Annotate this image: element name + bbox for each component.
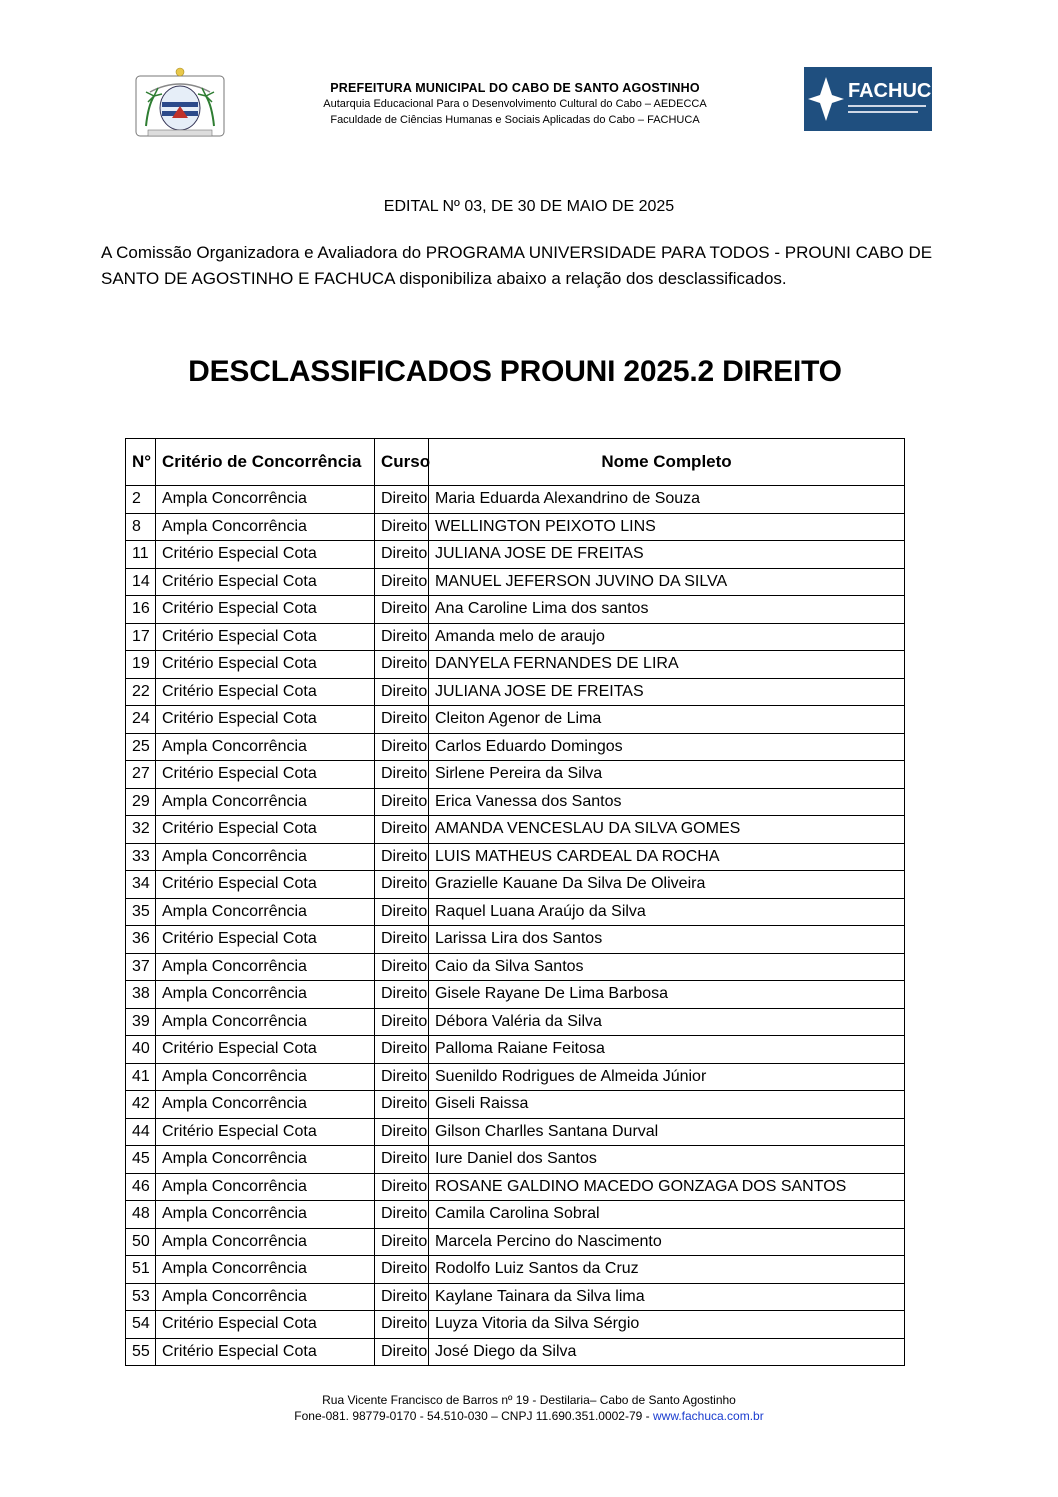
table-row <box>126 541 905 569</box>
cell-full-name: Larissa Lira dos Santos <box>429 926 905 954</box>
disqualified-table <box>125 438 905 1366</box>
cell-course: Direito <box>375 1118 429 1146</box>
cell-number: 44 <box>126 1118 156 1146</box>
table-row <box>126 1063 905 1091</box>
cell-full-name: AMANDA VENCESLAU DA SILVA GOMES <box>429 816 905 844</box>
cell-criterion: Critério Especial Cota <box>156 706 375 734</box>
cell-course: Direito <box>375 706 429 734</box>
table-body <box>126 486 905 1366</box>
cell-criterion: Critério Especial Cota <box>156 761 375 789</box>
cell-course: Direito <box>375 733 429 761</box>
cell-course: Direito <box>375 1173 429 1201</box>
cell-number: 14 <box>126 568 156 596</box>
cell-full-name: Caio da Silva Santos <box>429 953 905 981</box>
cell-number: 38 <box>126 981 156 1009</box>
cell-criterion: Critério Especial Cota <box>156 871 375 899</box>
cell-full-name: Ana Caroline Lima dos santos <box>429 596 905 624</box>
cell-full-name: Grazielle Kauane Da Silva De Oliveira <box>429 871 905 899</box>
cell-course: Direito <box>375 1228 429 1256</box>
cell-criterion: Critério Especial Cota <box>156 1036 375 1064</box>
cell-course: Direito <box>375 1311 429 1339</box>
cell-course: Direito <box>375 788 429 816</box>
page-title: DESCLASSIFICADOS PROUNI 2025.2 DIREITO <box>188 355 842 388</box>
intro-paragraph: A Comissão Organizadora e Avaliadora do PROGRAMA UNIVERSIDADE PARA TODOS - PROUNI CABO DE SANTO DE AGOSTINHO E FACHUCA disponibiliza abaixo a relação dos desclassificados. <box>101 243 933 288</box>
cell-criterion: Ampla Concorrência <box>156 1173 375 1201</box>
cell-criterion: Ampla Concorrência <box>156 1063 375 1091</box>
table-row <box>126 1338 905 1366</box>
fachuca-logo <box>804 67 946 131</box>
cell-number: 48 <box>126 1201 156 1229</box>
cell-number: 50 <box>126 1228 156 1256</box>
cell-course: Direito <box>375 816 429 844</box>
cell-number: 11 <box>126 541 156 569</box>
table-row <box>126 733 905 761</box>
cell-number: 24 <box>126 706 156 734</box>
cell-full-name: Amanda melo de araujo <box>429 623 905 651</box>
cell-course: Direito <box>375 541 429 569</box>
table-row <box>126 761 905 789</box>
table-row <box>126 871 905 899</box>
cell-course: Direito <box>375 953 429 981</box>
cell-number: 45 <box>126 1146 156 1174</box>
cell-full-name: Gilson Charlles Santana Durval <box>429 1118 905 1146</box>
cell-criterion: Ampla Concorrência <box>156 788 375 816</box>
cell-full-name: JULIANA JOSE DE FREITAS <box>429 541 905 569</box>
cell-criterion: Ampla Concorrência <box>156 733 375 761</box>
cell-criterion: Ampla Concorrência <box>156 898 375 926</box>
cell-criterion: Ampla Concorrência <box>156 1283 375 1311</box>
cell-course: Direito <box>375 926 429 954</box>
table-row <box>126 513 905 541</box>
cell-number: 22 <box>126 678 156 706</box>
column-header-criterion: Critério de Concorrência <box>156 439 375 486</box>
cell-full-name: Erica Vanessa dos Santos <box>429 788 905 816</box>
cell-full-name: Raquel Luana Araújo da Silva <box>429 898 905 926</box>
cell-number: 54 <box>126 1311 156 1339</box>
cell-course: Direito <box>375 871 429 899</box>
cell-number: 39 <box>126 1008 156 1036</box>
footer-contact-line <box>0 1408 1058 1424</box>
cell-number: 8 <box>126 513 156 541</box>
table-row <box>126 568 905 596</box>
cell-full-name: Maria Eduarda Alexandrino de Souza <box>429 486 905 514</box>
cell-course: Direito <box>375 1256 429 1284</box>
cell-course: Direito <box>375 843 429 871</box>
cell-criterion: Ampla Concorrência <box>156 1091 375 1119</box>
cell-course: Direito <box>375 623 429 651</box>
column-header-number: N° <box>126 439 156 486</box>
cell-course: Direito <box>375 486 429 514</box>
table-row <box>126 706 905 734</box>
cell-course: Direito <box>375 1338 429 1366</box>
cell-criterion: Critério Especial Cota <box>156 568 375 596</box>
cell-course: Direito <box>375 1091 429 1119</box>
cell-number: 33 <box>126 843 156 871</box>
cell-course: Direito <box>375 1283 429 1311</box>
cell-course: Direito <box>375 1201 429 1229</box>
cell-criterion: Ampla Concorrência <box>156 1256 375 1284</box>
cell-criterion: Critério Especial Cota <box>156 816 375 844</box>
cell-full-name: Gisele Rayane De Lima Barbosa <box>429 981 905 1009</box>
cell-full-name: Débora Valéria da Silva <box>429 1008 905 1036</box>
cell-course: Direito <box>375 678 429 706</box>
table-row <box>126 596 905 624</box>
cell-criterion: Critério Especial Cota <box>156 1338 375 1366</box>
footer-contact: Fone-081. 98779-0170 - 54.510-030 – CNPJ 11.690.351.0002-79 - <box>294 1409 653 1423</box>
cell-number: 36 <box>126 926 156 954</box>
cell-criterion: Ampla Concorrência <box>156 513 375 541</box>
fachuca-logo-text: FACHUCA <box>848 80 946 102</box>
cell-criterion: Critério Especial Cota <box>156 596 375 624</box>
cell-criterion: Ampla Concorrência <box>156 843 375 871</box>
cell-full-name: DANYELA FERNANDES DE LIRA <box>429 651 905 679</box>
header-line-1: PREFEITURA MUNICIPAL DO CABO DE SANTO AGOSTINHO <box>330 81 700 95</box>
table-row <box>126 1201 905 1229</box>
table-row <box>126 1311 905 1339</box>
page-footer <box>0 1392 1058 1424</box>
table-row <box>126 1091 905 1119</box>
header-line-2: Autarquia Educacional Para o Desenvolvimento Cultural do Cabo – AEDECCA <box>323 98 707 110</box>
cell-full-name: ROSANE GALDINO MACEDO GONZAGA DOS SANTOS <box>429 1173 905 1201</box>
cell-criterion: Critério Especial Cota <box>156 926 375 954</box>
cell-criterion: Ampla Concorrência <box>156 1008 375 1036</box>
cell-criterion: Critério Especial Cota <box>156 651 375 679</box>
cell-full-name: Cleiton Agenor de Lima <box>429 706 905 734</box>
cell-criterion: Critério Especial Cota <box>156 623 375 651</box>
cell-full-name: Rodolfo Luiz Santos da Cruz <box>429 1256 905 1284</box>
cell-criterion: Critério Especial Cota <box>156 1311 375 1339</box>
cell-number: 41 <box>126 1063 156 1091</box>
cell-course: Direito <box>375 981 429 1009</box>
table-row <box>126 816 905 844</box>
cell-number: 25 <box>126 733 156 761</box>
cell-number: 42 <box>126 1091 156 1119</box>
cell-course: Direito <box>375 651 429 679</box>
cell-full-name: LUIS MATHEUS CARDEAL DA ROCHA <box>429 843 905 871</box>
cell-course: Direito <box>375 898 429 926</box>
cell-criterion: Critério Especial Cota <box>156 1118 375 1146</box>
cell-course: Direito <box>375 596 429 624</box>
cell-criterion: Ampla Concorrência <box>156 1201 375 1229</box>
table-row <box>126 1228 905 1256</box>
cell-number: 27 <box>126 761 156 789</box>
cell-course: Direito <box>375 513 429 541</box>
institution-header <box>240 80 790 128</box>
table-row <box>126 926 905 954</box>
cell-full-name: WELLINGTON PEIXOTO LINS <box>429 513 905 541</box>
cell-number: 35 <box>126 898 156 926</box>
footer-website-link[interactable]: www.fachuca.com.br <box>652 1409 764 1423</box>
cell-number: 51 <box>126 1256 156 1284</box>
header-line-3: Faculdade de Ciências Humanas e Sociais Aplicadas do Cabo – FACHUCA <box>330 114 700 126</box>
table-row <box>126 1036 905 1064</box>
cell-course: Direito <box>375 1036 429 1064</box>
cell-course: Direito <box>375 568 429 596</box>
cell-number: 16 <box>126 596 156 624</box>
table-row <box>126 981 905 1009</box>
cell-full-name: José Diego da Silva <box>429 1338 905 1366</box>
cell-course: Direito <box>375 1063 429 1091</box>
table-row <box>126 678 905 706</box>
cell-number: 19 <box>126 651 156 679</box>
cell-full-name: Palloma Raiane Feitosa <box>429 1036 905 1064</box>
cell-number: 2 <box>126 486 156 514</box>
cell-full-name: MANUEL JEFERSON JUVINO DA SILVA <box>429 568 905 596</box>
cell-full-name: JULIANA JOSE DE FREITAS <box>429 678 905 706</box>
cell-criterion: Critério Especial Cota <box>156 678 375 706</box>
cell-full-name: Sirlene Pereira da Silva <box>429 761 905 789</box>
cell-criterion: Critério Especial Cota <box>156 541 375 569</box>
table-row <box>126 486 905 514</box>
cell-full-name: Marcela Percino do Nascimento <box>429 1228 905 1256</box>
cell-criterion: Ampla Concorrência <box>156 1228 375 1256</box>
table-row <box>126 898 905 926</box>
cell-full-name: Kaylane Tainara da Silva lima <box>429 1283 905 1311</box>
cell-number: 29 <box>126 788 156 816</box>
edital-number: EDITAL Nº 03, DE 30 DE MAIO DE 2025 <box>383 198 675 215</box>
municipal-crest-logo <box>128 66 232 142</box>
cell-full-name: Giseli Raissa <box>429 1091 905 1119</box>
footer-address: Rua Vicente Francisco de Barros nº 19 - Destilaria– Cabo de Santo Agostinho <box>322 1393 736 1407</box>
cell-course: Direito <box>375 1008 429 1036</box>
column-header-full-name: Nome Completo <box>429 439 905 486</box>
table-row <box>126 1256 905 1284</box>
cell-full-name: Suenildo Rodrigues de Almeida Júnior <box>429 1063 905 1091</box>
cell-criterion: Ampla Concorrência <box>156 486 375 514</box>
cell-criterion: Ampla Concorrência <box>156 981 375 1009</box>
cell-number: 40 <box>126 1036 156 1064</box>
table-row <box>126 1283 905 1311</box>
table-row <box>126 1118 905 1146</box>
cell-number: 46 <box>126 1173 156 1201</box>
table-header-row <box>126 439 905 486</box>
cell-criterion: Ampla Concorrência <box>156 1146 375 1174</box>
cell-criterion: Ampla Concorrência <box>156 953 375 981</box>
cell-number: 32 <box>126 816 156 844</box>
cell-full-name: Luyza Vitoria da Silva Sérgio <box>429 1311 905 1339</box>
cell-number: 53 <box>126 1283 156 1311</box>
cell-full-name: Carlos Eduardo Domingos <box>429 733 905 761</box>
cell-number: 34 <box>126 871 156 899</box>
table-row <box>126 1173 905 1201</box>
cell-number: 37 <box>126 953 156 981</box>
table-row <box>126 651 905 679</box>
cell-number: 17 <box>126 623 156 651</box>
table-row <box>126 843 905 871</box>
table-row <box>126 788 905 816</box>
table-row <box>126 1146 905 1174</box>
cell-full-name: Iure Daniel dos Santos <box>429 1146 905 1174</box>
table-row <box>126 1008 905 1036</box>
column-header-course: Curso <box>375 439 429 486</box>
table-row <box>126 623 905 651</box>
cell-course: Direito <box>375 1146 429 1174</box>
table-row <box>126 953 905 981</box>
cell-full-name: Camila Carolina Sobral <box>429 1201 905 1229</box>
cell-course: Direito <box>375 761 429 789</box>
cell-number: 55 <box>126 1338 156 1366</box>
